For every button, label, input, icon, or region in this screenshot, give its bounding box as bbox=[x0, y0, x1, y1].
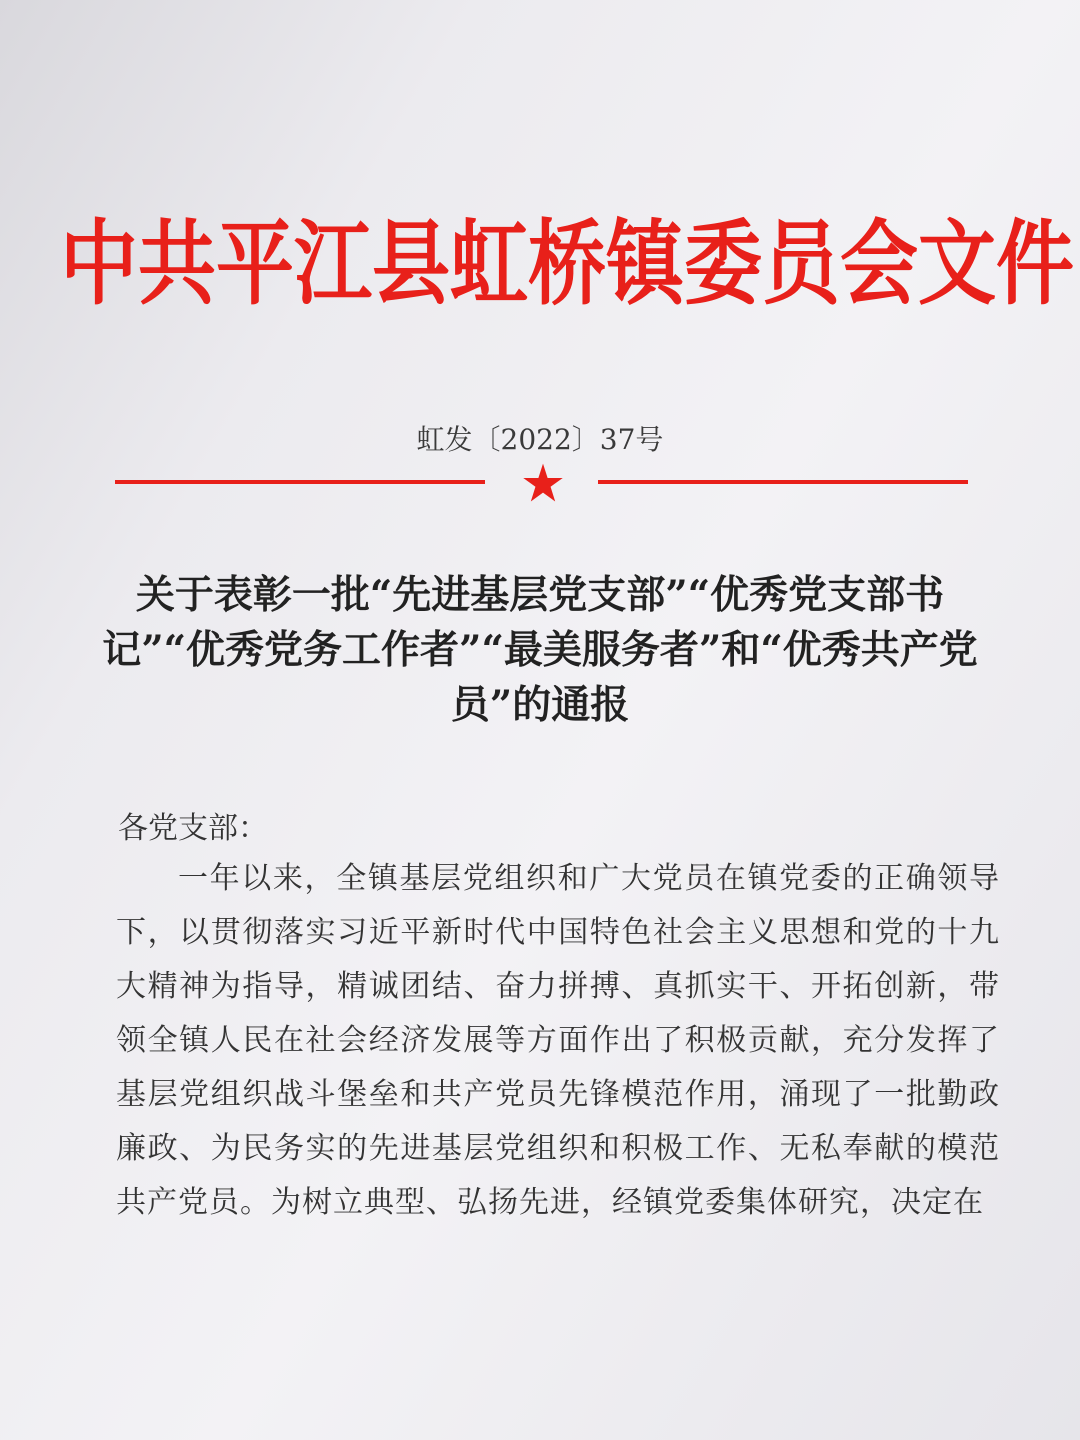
red-divider-left bbox=[115, 480, 485, 484]
document-header-title: 中共平江县虹桥镇委员会文件 bbox=[60, 210, 1075, 319]
red-divider-right bbox=[598, 480, 968, 484]
document-number: 虹发〔2022〕37号 bbox=[416, 423, 664, 456]
notice-title: 关于表彰一批“先进基层党支部”“优秀党支部书记”“优秀党务工作者”“最美服务者”和“优秀共产党员”的通报 bbox=[102, 572, 978, 728]
body-paragraph: 一年以来，全镇基层党组织和广大党员在镇党委的正确领导下，以贯彻落实习近平新时代中国特色社会主义思想和党的十九大精神为指导，精诚团结、奋力拼搏、真抓实干、开拓创新，带领全镇人民在社会经济发展等方面作出了积极贡献，充分发挥了基层党组织战斗堡垒和共产党员先锋模范作用，涌现了一批勤政廉政、为民务实的先进基层党组织和积极工作、无私奉献的模范共产党员。为树立典型、弘扬先进，经镇党委集体研究，决定在 bbox=[116, 861, 1000, 1220]
star-icon bbox=[522, 462, 564, 504]
salutation: 各党支部： bbox=[118, 811, 268, 846]
